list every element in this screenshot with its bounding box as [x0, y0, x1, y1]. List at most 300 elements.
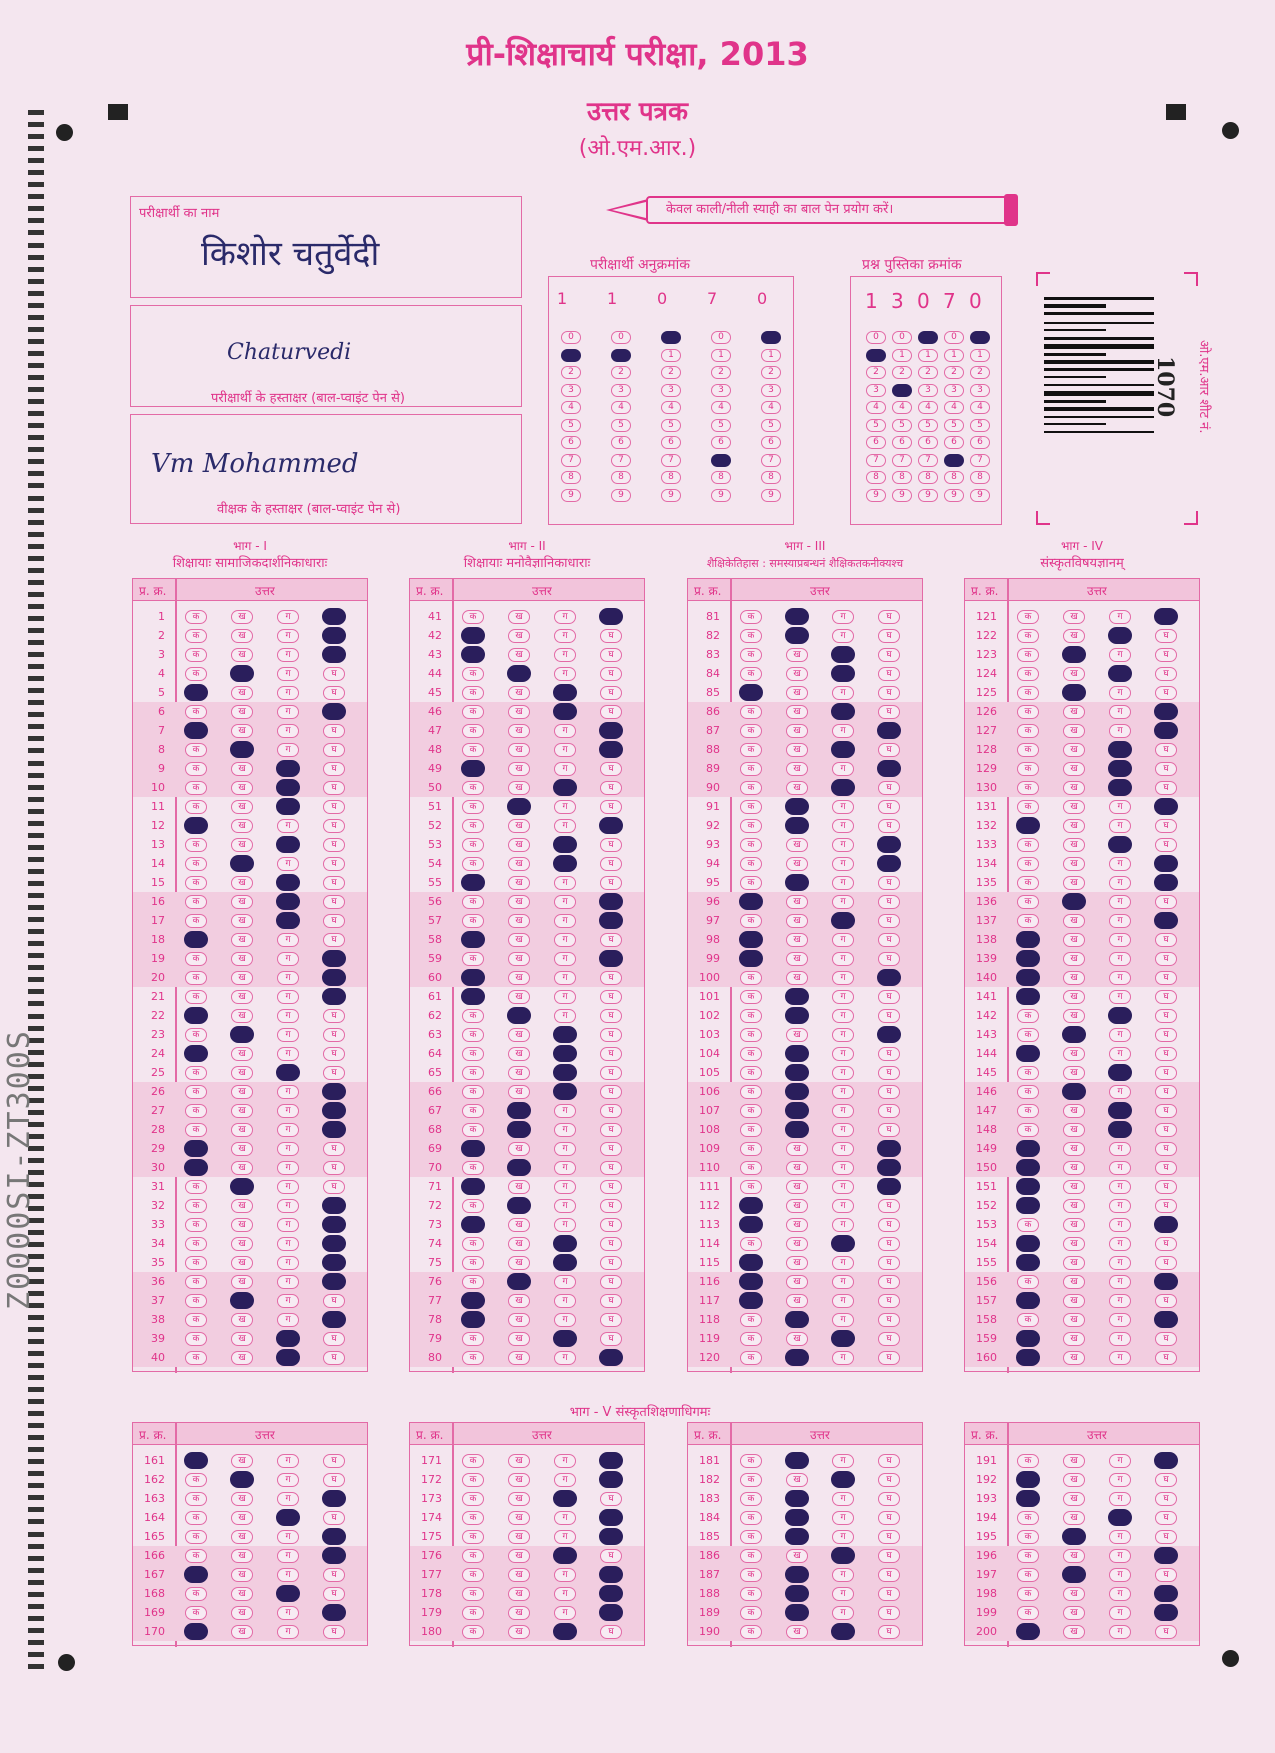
option-bubble-2[interactable]: ख — [508, 914, 530, 928]
option-bubble-1[interactable]: क — [462, 1511, 484, 1525]
option-bubble-1[interactable]: क — [462, 1351, 484, 1365]
option-bubble-3[interactable] — [1108, 1007, 1132, 1024]
option-bubble-1[interactable]: क — [185, 743, 207, 757]
option-bubble-4[interactable]: घ — [1155, 1066, 1177, 1080]
option-bubble-1[interactable] — [1016, 1349, 1040, 1366]
option-bubble-3[interactable] — [1108, 665, 1132, 682]
option-bubble-1[interactable]: क — [1017, 1568, 1039, 1582]
option-bubble-3[interactable]: ग — [832, 629, 854, 643]
booklet-bubble[interactable]: 4 — [944, 401, 964, 414]
option-bubble-1[interactable] — [739, 950, 763, 967]
option-bubble-2[interactable]: ख — [1063, 819, 1085, 833]
option-bubble-2[interactable] — [230, 665, 254, 682]
option-bubble-4[interactable]: घ — [600, 1085, 622, 1099]
option-bubble-4[interactable] — [599, 722, 623, 739]
roll-bubble[interactable]: 9 — [661, 489, 681, 502]
option-bubble-2[interactable]: ख — [508, 1454, 530, 1468]
option-bubble-1[interactable]: क — [740, 629, 762, 643]
option-bubble-2[interactable]: ख — [231, 1313, 253, 1327]
roll-bubble[interactable]: 3 — [661, 384, 681, 397]
option-bubble-1[interactable]: क — [185, 1028, 207, 1042]
option-bubble-2[interactable]: ख — [786, 1199, 808, 1213]
option-bubble-3[interactable]: ग — [277, 1625, 299, 1639]
option-bubble-2[interactable]: ख — [231, 1066, 253, 1080]
option-bubble-3[interactable]: ग — [277, 1180, 299, 1194]
option-bubble-4[interactable]: घ — [878, 1199, 900, 1213]
option-bubble-3[interactable]: ग — [277, 990, 299, 1004]
option-bubble-3[interactable] — [276, 874, 300, 891]
option-bubble-2[interactable]: ख — [1063, 1275, 1085, 1289]
option-bubble-4[interactable]: घ — [878, 1218, 900, 1232]
option-bubble-4[interactable]: घ — [1155, 1199, 1177, 1213]
option-bubble-2[interactable]: ख — [1063, 762, 1085, 776]
option-bubble-1[interactable]: क — [1017, 1085, 1039, 1099]
option-bubble-3[interactable]: ग — [554, 914, 576, 928]
option-bubble-4[interactable] — [322, 1311, 346, 1328]
option-bubble-4[interactable]: घ — [878, 1625, 900, 1639]
option-bubble-3[interactable]: ग — [832, 1028, 854, 1042]
option-bubble-2[interactable] — [507, 1102, 531, 1119]
option-bubble-2[interactable] — [1062, 1528, 1086, 1545]
option-bubble-4[interactable]: घ — [878, 1454, 900, 1468]
option-bubble-1[interactable]: क — [740, 762, 762, 776]
roll-bubble[interactable]: 3 — [761, 384, 781, 397]
option-bubble-3[interactable]: ग — [1109, 1351, 1131, 1365]
option-bubble-2[interactable]: ख — [231, 1009, 253, 1023]
option-bubble-2[interactable]: ख — [508, 705, 530, 719]
roll-bubble[interactable]: 4 — [561, 401, 581, 414]
option-bubble-1[interactable]: क — [462, 1237, 484, 1251]
option-bubble-2[interactable]: ख — [231, 1351, 253, 1365]
option-bubble-3[interactable]: ग — [832, 1313, 854, 1327]
option-bubble-1[interactable]: क — [740, 819, 762, 833]
option-bubble-3[interactable]: ग — [277, 1237, 299, 1251]
option-bubble-1[interactable] — [461, 1311, 485, 1328]
option-bubble-2[interactable]: ख — [1063, 1625, 1085, 1639]
roll-bubble[interactable]: 3 — [561, 384, 581, 397]
option-bubble-1[interactable]: क — [462, 800, 484, 814]
option-bubble-4[interactable]: घ — [323, 667, 345, 681]
option-bubble-2[interactable]: ख — [1063, 1473, 1085, 1487]
booklet-bubble[interactable]: 3 — [970, 384, 990, 397]
roll-bubble[interactable]: 6 — [661, 436, 681, 449]
option-bubble-4[interactable]: घ — [1155, 952, 1177, 966]
option-bubble-1[interactable]: क — [740, 667, 762, 681]
option-bubble-1[interactable]: क — [462, 1028, 484, 1042]
booklet-bubble[interactable]: 2 — [892, 366, 912, 379]
option-bubble-4[interactable]: घ — [878, 914, 900, 928]
option-bubble-2[interactable]: ख — [231, 1549, 253, 1563]
option-bubble-2[interactable]: ख — [786, 1142, 808, 1156]
option-bubble-2[interactable] — [507, 1197, 531, 1214]
option-bubble-1[interactable]: क — [185, 857, 207, 871]
option-bubble-4[interactable] — [599, 1528, 623, 1545]
option-bubble-4[interactable] — [1154, 608, 1178, 625]
option-bubble-4[interactable]: घ — [878, 686, 900, 700]
option-bubble-3[interactable]: ग — [832, 800, 854, 814]
option-bubble-2[interactable]: ख — [508, 1587, 530, 1601]
option-bubble-1[interactable] — [461, 646, 485, 663]
option-bubble-2[interactable]: ख — [508, 1549, 530, 1563]
option-bubble-1[interactable]: क — [185, 1313, 207, 1327]
option-bubble-2[interactable]: ख — [1063, 1123, 1085, 1137]
option-bubble-1[interactable]: क — [462, 1473, 484, 1487]
option-bubble-2[interactable]: ख — [1063, 1066, 1085, 1080]
option-bubble-2[interactable]: ख — [1063, 971, 1085, 985]
option-bubble-3[interactable]: ग — [554, 895, 576, 909]
option-bubble-2[interactable] — [230, 1292, 254, 1309]
option-bubble-4[interactable]: घ — [600, 1066, 622, 1080]
option-bubble-2[interactable]: ख — [786, 1294, 808, 1308]
option-bubble-1[interactable]: क — [185, 800, 207, 814]
option-bubble-3[interactable]: ग — [554, 800, 576, 814]
option-bubble-2[interactable] — [1062, 1083, 1086, 1100]
option-bubble-1[interactable]: क — [1017, 895, 1039, 909]
option-bubble-3[interactable] — [831, 741, 855, 758]
option-bubble-1[interactable]: क — [740, 1549, 762, 1563]
option-bubble-4[interactable] — [1154, 722, 1178, 739]
option-bubble-2[interactable]: ख — [231, 1568, 253, 1582]
option-bubble-4[interactable]: घ — [1155, 648, 1177, 662]
option-bubble-3[interactable] — [553, 779, 577, 796]
roll-bubble[interactable] — [761, 331, 781, 344]
booklet-bubble[interactable]: 1 — [944, 349, 964, 362]
option-bubble-3[interactable]: ग — [277, 1294, 299, 1308]
option-bubble-1[interactable]: क — [462, 1085, 484, 1099]
option-bubble-1[interactable] — [1016, 1045, 1040, 1062]
option-bubble-4[interactable] — [599, 950, 623, 967]
option-bubble-1[interactable]: क — [740, 1530, 762, 1544]
option-bubble-4[interactable]: घ — [323, 857, 345, 871]
option-bubble-3[interactable] — [276, 779, 300, 796]
option-bubble-3[interactable]: ग — [1109, 857, 1131, 871]
option-bubble-4[interactable]: घ — [1155, 1104, 1177, 1118]
option-bubble-1[interactable] — [461, 988, 485, 1005]
option-bubble-3[interactable]: ग — [277, 1047, 299, 1061]
option-bubble-4[interactable]: घ — [878, 895, 900, 909]
option-bubble-4[interactable]: घ — [878, 1085, 900, 1099]
option-bubble-4[interactable] — [877, 760, 901, 777]
option-bubble-4[interactable] — [599, 817, 623, 834]
option-bubble-3[interactable]: ग — [832, 1568, 854, 1582]
roll-bubble[interactable] — [661, 331, 681, 344]
option-bubble-1[interactable]: क — [740, 1473, 762, 1487]
option-bubble-3[interactable]: ग — [1109, 1606, 1131, 1620]
option-bubble-1[interactable] — [461, 1216, 485, 1233]
option-bubble-2[interactable] — [507, 1121, 531, 1138]
option-bubble-1[interactable]: क — [462, 686, 484, 700]
option-bubble-1[interactable]: क — [185, 1237, 207, 1251]
option-bubble-3[interactable] — [831, 1471, 855, 1488]
option-bubble-4[interactable]: घ — [600, 1161, 622, 1175]
option-bubble-3[interactable]: ग — [1109, 876, 1131, 890]
option-bubble-3[interactable] — [276, 836, 300, 853]
option-bubble-3[interactable]: ग — [832, 1142, 854, 1156]
roll-bubble[interactable]: 7 — [561, 454, 581, 467]
booklet-bubble[interactable]: 8 — [866, 471, 886, 484]
option-bubble-1[interactable]: क — [185, 1123, 207, 1137]
option-bubble-1[interactable]: क — [462, 838, 484, 852]
option-bubble-3[interactable]: ग — [832, 610, 854, 624]
option-bubble-3[interactable]: ग — [1109, 1454, 1131, 1468]
option-bubble-3[interactable]: ग — [1109, 1549, 1131, 1563]
option-bubble-1[interactable]: क — [462, 724, 484, 738]
option-bubble-4[interactable] — [1154, 703, 1178, 720]
option-bubble-3[interactable]: ग — [1109, 1473, 1131, 1487]
option-bubble-4[interactable] — [599, 741, 623, 758]
option-bubble-3[interactable]: ग — [554, 1454, 576, 1468]
option-bubble-2[interactable]: ख — [231, 1047, 253, 1061]
option-bubble-3[interactable] — [1108, 1064, 1132, 1081]
option-bubble-3[interactable]: ग — [554, 743, 576, 757]
option-bubble-2[interactable]: ख — [231, 1587, 253, 1601]
roll-bubble[interactable]: 4 — [661, 401, 681, 414]
option-bubble-1[interactable] — [184, 1045, 208, 1062]
option-bubble-1[interactable]: क — [185, 781, 207, 795]
option-bubble-3[interactable]: ग — [832, 1606, 854, 1620]
option-bubble-4[interactable]: घ — [600, 1549, 622, 1563]
option-bubble-2[interactable] — [507, 665, 531, 682]
roll-bubble[interactable]: 2 — [561, 366, 581, 379]
option-bubble-2[interactable] — [785, 1509, 809, 1526]
roll-bubble[interactable]: 4 — [711, 401, 731, 414]
option-bubble-4[interactable]: घ — [1155, 1492, 1177, 1506]
booklet-bubble[interactable]: 4 — [970, 401, 990, 414]
option-bubble-1[interactable]: क — [1017, 1218, 1039, 1232]
option-bubble-3[interactable]: ग — [277, 952, 299, 966]
option-bubble-2[interactable]: ख — [1063, 1313, 1085, 1327]
option-bubble-1[interactable]: क — [462, 667, 484, 681]
option-bubble-4[interactable]: घ — [878, 667, 900, 681]
option-bubble-4[interactable] — [1154, 1452, 1178, 1469]
option-bubble-2[interactable]: ख — [508, 1142, 530, 1156]
option-bubble-4[interactable] — [1154, 874, 1178, 891]
option-bubble-3[interactable]: ग — [554, 876, 576, 890]
option-bubble-1[interactable]: क — [740, 1313, 762, 1327]
option-bubble-3[interactable]: ग — [554, 1511, 576, 1525]
option-bubble-1[interactable] — [739, 1292, 763, 1309]
option-bubble-3[interactable]: ग — [1109, 724, 1131, 738]
option-bubble-3[interactable]: ग — [277, 1142, 299, 1156]
option-bubble-1[interactable] — [739, 893, 763, 910]
booklet-bubble[interactable]: 9 — [970, 489, 990, 502]
option-bubble-1[interactable]: क — [740, 838, 762, 852]
roll-bubble[interactable]: 9 — [561, 489, 581, 502]
option-bubble-3[interactable]: ग — [277, 1275, 299, 1289]
option-bubble-1[interactable]: क — [1017, 1066, 1039, 1080]
option-bubble-1[interactable]: क — [185, 1530, 207, 1544]
option-bubble-3[interactable]: ग — [554, 1123, 576, 1137]
option-bubble-3[interactable]: ग — [554, 1530, 576, 1544]
option-bubble-1[interactable]: क — [1017, 857, 1039, 871]
option-bubble-3[interactable]: ग — [277, 1606, 299, 1620]
option-bubble-1[interactable]: क — [462, 705, 484, 719]
option-bubble-1[interactable]: क — [462, 857, 484, 871]
option-bubble-1[interactable]: क — [185, 1066, 207, 1080]
roll-bubble[interactable]: 6 — [761, 436, 781, 449]
option-bubble-1[interactable]: क — [740, 914, 762, 928]
roll-bubble[interactable]: 6 — [711, 436, 731, 449]
option-bubble-4[interactable] — [1154, 1216, 1178, 1233]
option-bubble-2[interactable] — [785, 627, 809, 644]
option-bubble-4[interactable]: घ — [323, 1332, 345, 1346]
option-bubble-3[interactable] — [553, 1490, 577, 1507]
option-bubble-3[interactable]: ग — [277, 648, 299, 662]
option-bubble-2[interactable]: ख — [231, 952, 253, 966]
option-bubble-1[interactable]: क — [1017, 686, 1039, 700]
option-bubble-3[interactable]: ग — [1109, 1218, 1131, 1232]
option-bubble-3[interactable]: ग — [1109, 1492, 1131, 1506]
option-bubble-3[interactable]: ग — [277, 1492, 299, 1506]
option-bubble-3[interactable] — [276, 1064, 300, 1081]
option-bubble-3[interactable]: ग — [1109, 1180, 1131, 1194]
option-bubble-3[interactable]: ग — [554, 762, 576, 776]
option-bubble-4[interactable]: घ — [323, 914, 345, 928]
option-bubble-3[interactable]: ग — [277, 971, 299, 985]
roll-bubble[interactable]: 3 — [711, 384, 731, 397]
booklet-bubble[interactable]: 9 — [866, 489, 886, 502]
option-bubble-4[interactable]: घ — [878, 610, 900, 624]
roll-bubble[interactable]: 4 — [611, 401, 631, 414]
roll-bubble[interactable]: 5 — [711, 419, 731, 432]
option-bubble-4[interactable] — [877, 969, 901, 986]
option-bubble-3[interactable]: ग — [832, 1351, 854, 1365]
option-bubble-3[interactable] — [1108, 760, 1132, 777]
option-bubble-3[interactable]: ग — [277, 743, 299, 757]
option-bubble-3[interactable]: ग — [1109, 1275, 1131, 1289]
option-bubble-2[interactable] — [230, 855, 254, 872]
option-bubble-1[interactable]: क — [462, 1161, 484, 1175]
option-bubble-4[interactable]: घ — [1155, 1028, 1177, 1042]
option-bubble-2[interactable]: ख — [1063, 1104, 1085, 1118]
option-bubble-1[interactable]: क — [1017, 648, 1039, 662]
booklet-bubble[interactable]: 4 — [892, 401, 912, 414]
roll-bubble[interactable]: 1 — [761, 349, 781, 362]
option-bubble-4[interactable]: घ — [1155, 1530, 1177, 1544]
option-bubble-2[interactable]: ख — [786, 1161, 808, 1175]
option-bubble-1[interactable]: क — [462, 1199, 484, 1213]
option-bubble-3[interactable]: ग — [832, 952, 854, 966]
option-bubble-4[interactable]: घ — [600, 1123, 622, 1137]
option-bubble-3[interactable] — [831, 1330, 855, 1347]
option-bubble-3[interactable]: ग — [554, 1218, 576, 1232]
option-bubble-2[interactable]: ख — [786, 857, 808, 871]
option-bubble-2[interactable]: ख — [1063, 1454, 1085, 1468]
roll-bubble[interactable] — [611, 349, 631, 362]
option-bubble-4[interactable]: घ — [878, 1492, 900, 1506]
option-bubble-3[interactable]: ग — [554, 1161, 576, 1175]
option-bubble-2[interactable]: ख — [231, 1142, 253, 1156]
option-bubble-2[interactable]: ख — [786, 705, 808, 719]
booklet-bubble[interactable] — [918, 331, 938, 344]
option-bubble-3[interactable] — [553, 1235, 577, 1252]
option-bubble-2[interactable]: ख — [786, 667, 808, 681]
option-bubble-1[interactable]: क — [1017, 1123, 1039, 1137]
option-bubble-1[interactable]: क — [462, 1606, 484, 1620]
option-bubble-1[interactable]: क — [462, 1568, 484, 1582]
option-bubble-4[interactable]: घ — [878, 1313, 900, 1327]
option-bubble-4[interactable]: घ — [878, 648, 900, 662]
roll-bubble[interactable]: 8 — [711, 471, 731, 484]
option-bubble-1[interactable]: क — [1017, 1275, 1039, 1289]
roll-bubble[interactable]: 9 — [761, 489, 781, 502]
option-bubble-4[interactable]: घ — [323, 1568, 345, 1582]
option-bubble-2[interactable] — [785, 1064, 809, 1081]
option-bubble-1[interactable] — [1016, 1471, 1040, 1488]
option-bubble-2[interactable]: ख — [508, 781, 530, 795]
option-bubble-2[interactable]: ख — [1063, 800, 1085, 814]
option-bubble-4[interactable]: घ — [600, 800, 622, 814]
option-bubble-3[interactable]: ग — [554, 724, 576, 738]
option-bubble-3[interactable]: ग — [554, 667, 576, 681]
option-bubble-1[interactable]: क — [462, 1530, 484, 1544]
option-bubble-1[interactable]: क — [740, 1142, 762, 1156]
option-bubble-4[interactable]: घ — [323, 819, 345, 833]
option-bubble-3[interactable] — [276, 893, 300, 910]
option-bubble-3[interactable]: ग — [1109, 1085, 1131, 1099]
option-bubble-3[interactable]: ग — [1109, 1530, 1131, 1544]
option-bubble-2[interactable]: ख — [508, 1351, 530, 1365]
option-bubble-3[interactable] — [553, 1330, 577, 1347]
option-bubble-1[interactable] — [184, 1159, 208, 1176]
option-bubble-1[interactable]: क — [740, 1028, 762, 1042]
option-bubble-1[interactable]: क — [185, 1218, 207, 1232]
option-bubble-4[interactable] — [877, 1026, 901, 1043]
option-bubble-3[interactable] — [831, 665, 855, 682]
option-bubble-4[interactable] — [322, 646, 346, 663]
option-bubble-4[interactable]: घ — [1155, 1473, 1177, 1487]
option-bubble-1[interactable] — [1016, 969, 1040, 986]
option-bubble-4[interactable] — [599, 893, 623, 910]
option-bubble-2[interactable]: ख — [508, 933, 530, 947]
option-bubble-2[interactable]: ख — [1063, 933, 1085, 947]
option-bubble-4[interactable]: घ — [878, 819, 900, 833]
option-bubble-4[interactable] — [322, 1197, 346, 1214]
option-bubble-3[interactable] — [1108, 836, 1132, 853]
option-bubble-2[interactable]: ख — [508, 1511, 530, 1525]
option-bubble-3[interactable]: ग — [554, 1606, 576, 1620]
option-bubble-4[interactable] — [599, 608, 623, 625]
option-bubble-1[interactable] — [461, 969, 485, 986]
option-bubble-1[interactable]: क — [740, 1568, 762, 1582]
option-bubble-1[interactable]: क — [1017, 1104, 1039, 1118]
option-bubble-4[interactable]: घ — [323, 762, 345, 776]
booklet-bubble[interactable]: 2 — [970, 366, 990, 379]
option-bubble-2[interactable]: ख — [1063, 1142, 1085, 1156]
option-bubble-4[interactable]: घ — [600, 762, 622, 776]
option-bubble-2[interactable]: ख — [508, 1218, 530, 1232]
roll-bubble[interactable]: 2 — [761, 366, 781, 379]
option-bubble-4[interactable] — [1154, 1273, 1178, 1290]
option-bubble-4[interactable]: घ — [600, 1180, 622, 1194]
option-bubble-3[interactable]: ग — [277, 1009, 299, 1023]
option-bubble-2[interactable]: ख — [1063, 1351, 1085, 1365]
option-bubble-1[interactable]: क — [1017, 1313, 1039, 1327]
option-bubble-2[interactable] — [785, 608, 809, 625]
option-bubble-4[interactable] — [322, 1604, 346, 1621]
option-bubble-3[interactable]: ग — [1109, 1625, 1131, 1639]
option-bubble-4[interactable] — [322, 703, 346, 720]
option-bubble-3[interactable]: ग — [277, 819, 299, 833]
option-bubble-1[interactable]: क — [1017, 724, 1039, 738]
option-bubble-3[interactable]: ग — [1109, 895, 1131, 909]
option-bubble-1[interactable]: क — [1017, 1511, 1039, 1525]
roll-bubble[interactable]: 0 — [611, 331, 631, 344]
option-bubble-4[interactable]: घ — [1155, 1256, 1177, 1270]
option-bubble-3[interactable]: ग — [277, 1161, 299, 1175]
option-bubble-3[interactable]: ग — [832, 876, 854, 890]
option-bubble-4[interactable]: घ — [878, 1047, 900, 1061]
